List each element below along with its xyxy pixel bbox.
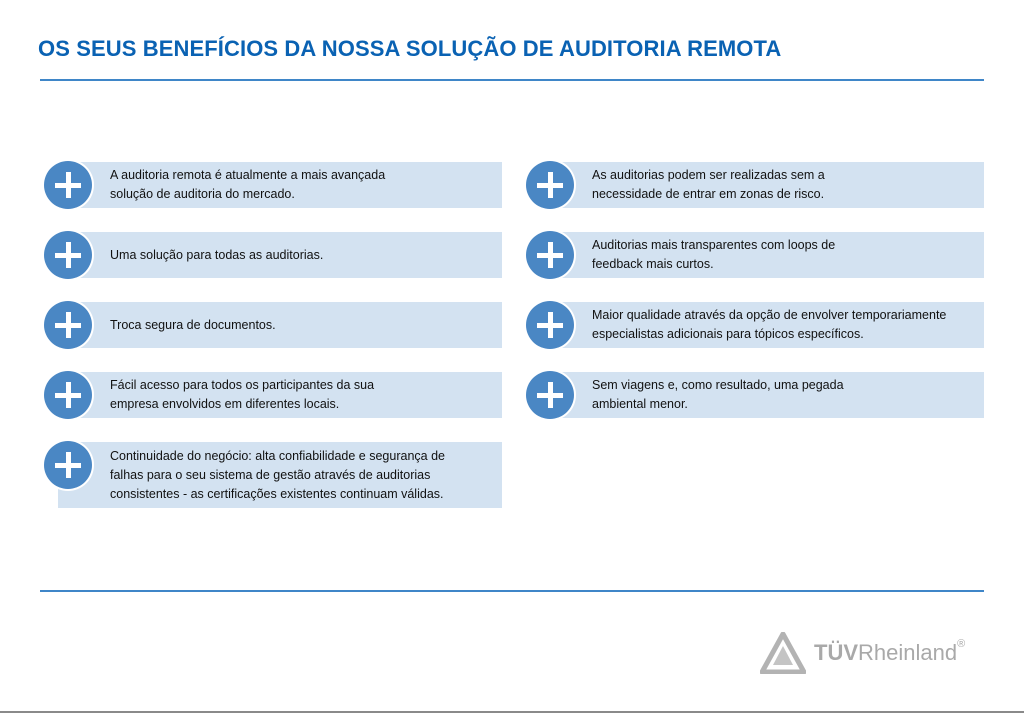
benefit-text: Uma solução para todas as auditorias. — [110, 247, 324, 262]
benefit-card — [42, 372, 502, 418]
benefit-card — [524, 372, 984, 418]
plus-icon — [42, 229, 94, 281]
bottom-divider — [40, 590, 984, 592]
page-title: OS SEUS BENEFÍCIOS DA NOSSA SOLUÇÃO DE AUDITORIA REMOTA — [38, 36, 782, 61]
benefit-card — [42, 162, 502, 208]
benefit-text: Fácil acesso para todos os participantes da sua empresa envolvidos em diferentes locais. — [110, 378, 375, 411]
benefit-text: A auditoria remota é atualmente a mais avançada solução de auditoria do mercado. — [110, 168, 386, 201]
plus-icon — [42, 299, 94, 351]
benefit-text: Continuidade do negócio: alta confiabilidade e segurança de falhas para o seu sistema de gestão através de auditorias consistentes - as certificações existentes continuam válidas. — [110, 448, 445, 501]
plus-icon — [524, 369, 576, 421]
plus-icon — [524, 229, 576, 281]
benefit-text: Maior qualidade através da opção de envolver temporariamente especialistas adicionais para tópicos específicos. — [592, 308, 947, 341]
plus-icon — [42, 439, 94, 491]
benefit-text: Auditorias mais transparentes com loops de feedback mais curtos. — [592, 238, 836, 271]
triangle-logo-icon — [760, 632, 806, 674]
plus-icon — [42, 369, 94, 421]
tuv-rheinland-logo — [760, 630, 986, 676]
plus-icon — [524, 299, 576, 351]
plus-icon — [42, 159, 94, 211]
benefit-card — [42, 232, 502, 278]
benefit-card — [524, 162, 984, 208]
benefit-card — [42, 442, 502, 508]
benefit-text: Sem viagens e, como resultado, uma pegada ambiental menor. — [592, 378, 844, 411]
benefit-card — [524, 232, 984, 278]
benefit-card — [524, 302, 984, 348]
benefit-text: Troca segura de documentos. — [110, 317, 276, 332]
top-divider — [40, 79, 984, 81]
benefit-text: As auditorias podem ser realizadas sem a necessidade de entrar em zonas de risco. — [592, 168, 825, 201]
benefit-card — [42, 302, 502, 348]
plus-icon — [524, 159, 576, 211]
logo-wordmark: TÜVRheinland® — [814, 638, 966, 665]
